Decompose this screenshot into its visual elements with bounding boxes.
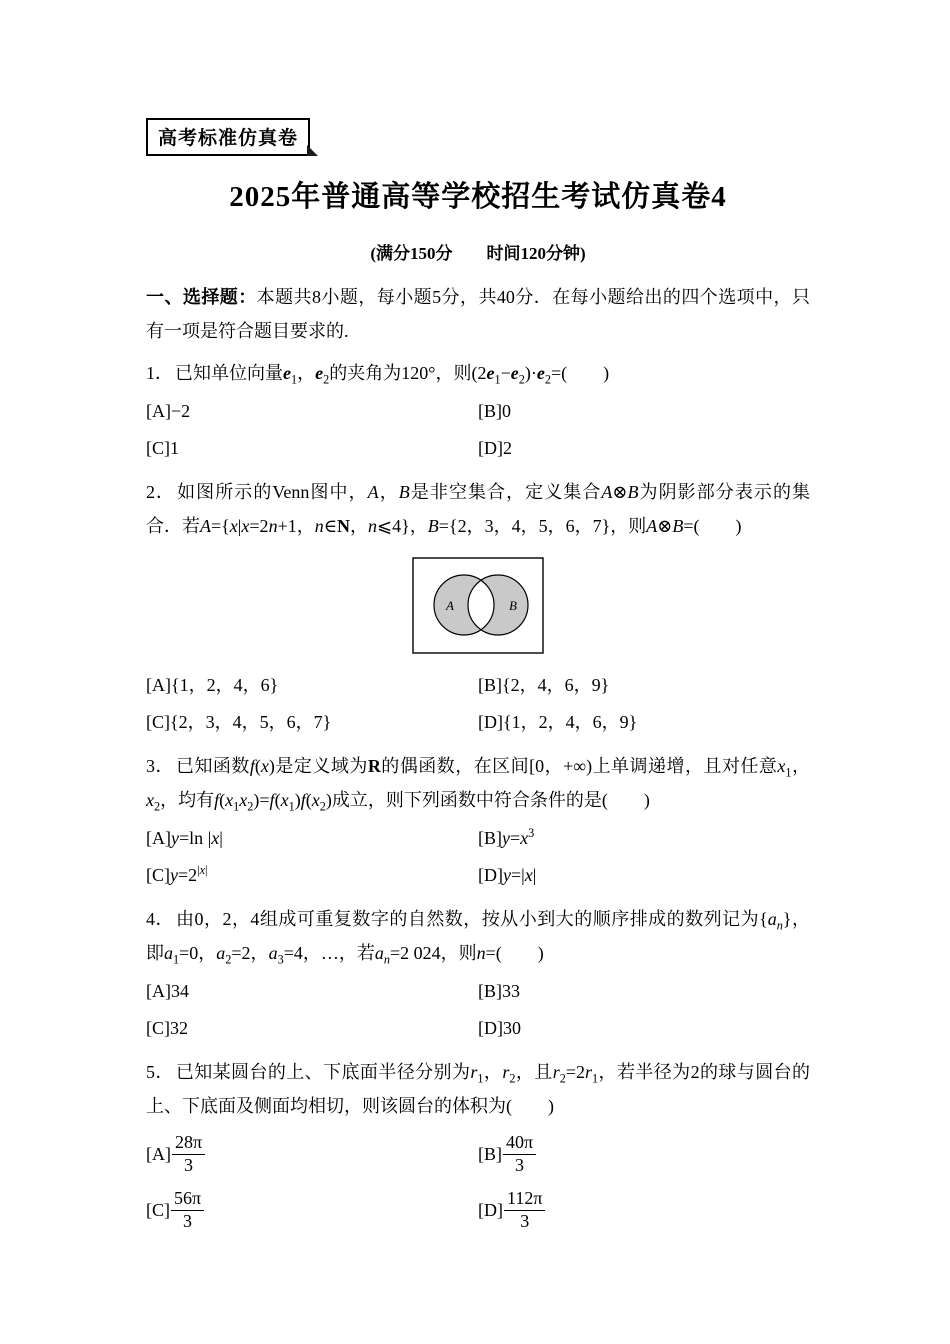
question-5-option-a <box>146 1126 478 1182</box>
option-label: [C] <box>146 1018 170 1038</box>
question-2 <box>146 475 810 741</box>
option-label: [A] <box>146 675 171 695</box>
option-label: [A] <box>146 981 171 1001</box>
option-label: [B] <box>478 1143 502 1164</box>
question-1-text: 已知单位向量$e_1$，$e_2$的夹角为120°，则$(2e_1-e_2)\cdot e_2=$( ) <box>175 363 610 387</box>
question-2-number: 2． <box>146 482 176 502</box>
option-label: [C] <box>146 438 170 458</box>
question-3-stem <box>146 749 810 817</box>
option-value: $y=x^3$ <box>502 826 535 848</box>
option-label: [A] <box>146 828 171 848</box>
option-value: y=ln |x| <box>171 828 223 848</box>
question-1-option-d <box>478 430 810 467</box>
option-value: {1，2，4，6} <box>171 675 279 695</box>
option-label: [D] <box>478 438 503 458</box>
venn-figure <box>146 557 810 659</box>
venn-label-b: B <box>509 598 517 613</box>
question-1 <box>146 356 810 467</box>
option-value: 2 <box>503 438 512 458</box>
question-3 <box>146 749 810 894</box>
question-2-text: 如图所示的Venn图中，A，B是非空集合，定义集合A⊗B为阴影部分表示的集合．若A={x|x=2n+1，n∈N，n⩽4}，B={2，3，4，5，6，7}，则A⊗B=( ) <box>146 482 811 536</box>
question-2-option-c <box>146 704 478 741</box>
option-label: [D] <box>478 865 503 885</box>
question-1-option-c <box>146 430 478 467</box>
fraction <box>504 1188 545 1231</box>
question-4-option-d <box>478 1010 810 1047</box>
question-1-option-a <box>146 393 478 430</box>
section-instructions: 本题共8小题，每小题5分，共40分．在每小题给出的四个选项中，只有一项是符合题目要求的. <box>146 287 811 341</box>
venn-label-a: A <box>446 598 454 613</box>
option-value: 30 <box>503 1018 521 1038</box>
fraction <box>503 1132 536 1175</box>
question-5-stem <box>146 1055 810 1123</box>
fraction-denominator: 3 <box>171 1210 204 1232</box>
question-3-number: 3． <box>146 756 174 776</box>
exam-meta: (满分150分 时间120分钟) <box>370 244 586 263</box>
option-value: 0 <box>502 401 511 421</box>
option-value: 32 <box>170 1018 188 1038</box>
question-2-option-a <box>146 667 478 704</box>
question-4-option-c <box>146 1010 478 1047</box>
option-label: [A] <box>146 401 171 421</box>
question-3-option-d <box>478 857 810 894</box>
question-4 <box>146 902 810 1047</box>
option-label: [C] <box>146 865 170 885</box>
fraction-denominator: 3 <box>504 1210 545 1232</box>
question-4-option-b <box>478 973 810 1010</box>
question-4-stem <box>146 902 810 970</box>
badge-corner-decoration <box>307 145 318 156</box>
question-2-options <box>146 667 810 741</box>
question-5 <box>146 1055 810 1238</box>
question-5-options <box>146 1126 810 1238</box>
option-label: [B] <box>478 981 502 1001</box>
option-label: [C] <box>146 712 170 732</box>
fraction-denominator: 3 <box>172 1154 205 1176</box>
question-5-text: 已知某圆台的上、下底面半径分别为$r_1$，$r_2$，且$r_2=2r_1$，若半径为2的球与圆台的上、下底面及侧面均相切，则该圆台的体积为( ) <box>146 1062 811 1116</box>
option-value: 33 <box>502 981 520 1001</box>
option-value: 1 <box>170 438 179 458</box>
option-label: [D] <box>478 1018 503 1038</box>
page-title: 2025年普通高等学校招生考试仿真卷4 <box>229 181 727 213</box>
section-label: 一、选择题： <box>146 287 257 307</box>
fraction <box>171 1188 204 1231</box>
option-value: {2，4，6，9} <box>502 675 610 695</box>
fraction-numerator: 28π <box>175 1132 203 1153</box>
fraction-denominator: 3 <box>503 1154 536 1176</box>
option-label: [D] <box>478 712 503 732</box>
exam-badge-label: 高考标准仿真卷 <box>158 128 299 149</box>
option-label: [B] <box>478 828 502 848</box>
question-4-options <box>146 973 810 1047</box>
question-1-options <box>146 393 810 467</box>
exam-badge <box>146 118 310 156</box>
option-value: $y=2^{|x|}$ <box>170 863 208 885</box>
question-3-options <box>146 820 810 894</box>
question-1-stem <box>146 356 810 390</box>
question-5-number: 5． <box>146 1062 174 1082</box>
question-2-option-b <box>478 667 810 704</box>
venn-diagram <box>412 557 544 654</box>
question-3-option-b <box>478 820 810 857</box>
question-5-option-d <box>478 1182 810 1238</box>
question-4-number: 4． <box>146 909 174 929</box>
option-value: −2 <box>171 401 191 421</box>
fraction-numerator: 112π <box>507 1188 543 1209</box>
question-5-option-c <box>146 1182 478 1238</box>
option-value: y=|x| <box>503 865 537 885</box>
question-4-option-a <box>146 973 478 1010</box>
question-3-text: 已知函数f(x)是定义域为R的偶函数，在区间[0，+∞)上单调递增，且对任意$x_1$，$x_2$，均有$f(x_1x_2)=f(x_1)f(x_2)$成立，则下列函数中符合条件的是( ) <box>146 756 810 814</box>
option-label: [B] <box>478 675 502 695</box>
option-label: [A] <box>146 1143 171 1164</box>
option-value: 34 <box>171 981 189 1001</box>
option-label: [B] <box>478 401 502 421</box>
option-value: {2，3，4，5，6，7} <box>170 712 332 732</box>
question-4-text: 由0，2，4组成可重复数字的自然数，按从小到大的顺序排成的数列记为$\{a_n\}$，即$a_1=0$，$a_2=2$，$a_3=4$，…，若$a_n=2$ 024，则n=( ) <box>146 909 811 967</box>
fraction-numerator: 56π <box>174 1188 202 1209</box>
option-value: {1，2，4，6，9} <box>503 712 638 732</box>
option-label: [C] <box>146 1199 170 1220</box>
question-5-option-b <box>478 1126 810 1182</box>
question-1-option-b <box>478 393 810 430</box>
option-label: [D] <box>478 1199 503 1220</box>
question-2-option-d <box>478 704 810 741</box>
fraction-numerator: 40π <box>506 1132 534 1153</box>
fraction <box>172 1132 205 1175</box>
section-heading <box>146 280 810 348</box>
question-3-option-a <box>146 820 478 857</box>
question-2-stem <box>146 475 810 543</box>
question-1-number: 1． <box>146 363 173 383</box>
question-3-option-c <box>146 857 478 894</box>
